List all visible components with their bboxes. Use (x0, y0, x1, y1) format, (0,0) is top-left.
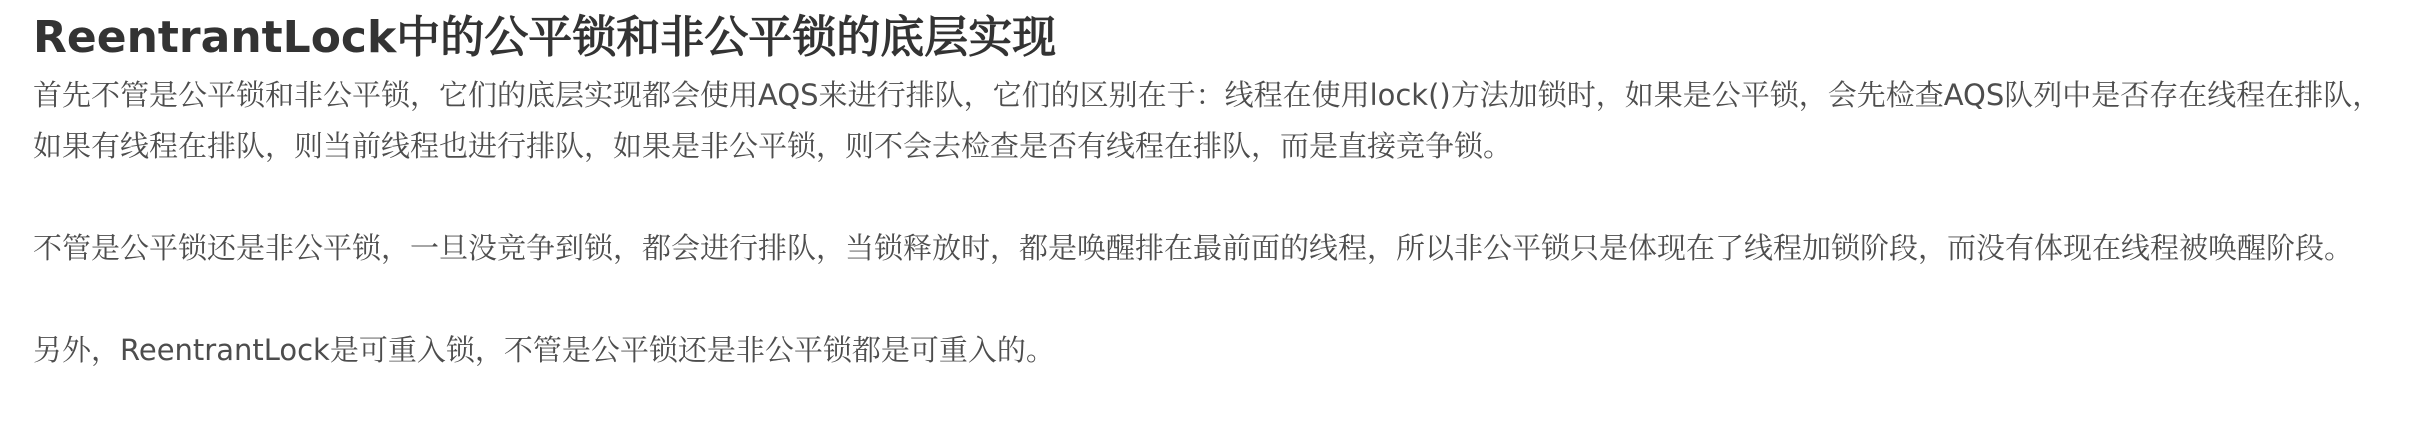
paragraph-1: 首先不管是公平锁和非公平锁，它们的底层实现都会使用AQS来进行排队，它们的区别在于：线程在使用lock()方法加锁时，如果是公平锁，会先检查AQS队列中是否存在线程在排队，如果有线程在排队，则当前线程也进行排队，如果是非公平锁，则不会去检查是否有线程在排队，而是直接竞争锁。 (33, 78, 2382, 163)
article (33, 8, 2403, 376)
paragraph-2: 不管是公平锁还是非公平锁，一旦没竞争到锁，都会进行排队，当锁释放时，都是唤醒排在最前面的线程，所以非公平锁只是体现在了线程加锁阶段，而没有体现在线程被唤醒阶段。 (33, 231, 2354, 265)
article-title: ReentrantLock中的公平锁和非公平锁的底层实现 (33, 12, 1057, 63)
paragraph-3: 另外，ReentrantLock是可重入锁，不管是公平锁还是非公平锁都是可重入的。 (33, 333, 1055, 367)
